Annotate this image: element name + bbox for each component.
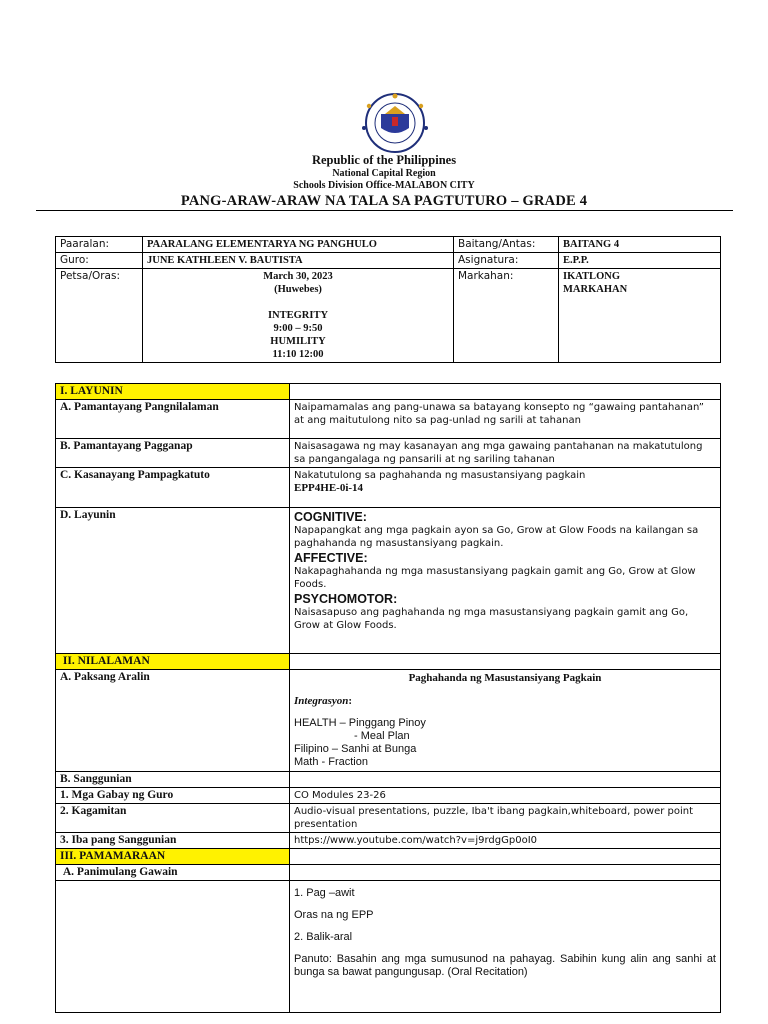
quarter-line-1: IKATLONG bbox=[563, 271, 620, 282]
text-kagamitan: Audio-visual presentations, puzzle, Iba't ibang pagkain,whiteboard, power point presentation bbox=[290, 804, 721, 833]
text-kasanayan: Nakatutulong sa paghahanda ng masustansiyang pagkain bbox=[294, 470, 586, 481]
kasanayan-cell bbox=[290, 468, 721, 508]
school-label: Paaralan: bbox=[56, 237, 143, 253]
section-nilalaman bbox=[56, 654, 290, 670]
label-gabay: 1. Mga Gabay ng Guro bbox=[56, 788, 290, 804]
label-kasanayan: C. Kasanayang Pampagkatuto bbox=[56, 468, 290, 508]
subject-value: E.P.P. bbox=[559, 253, 721, 269]
cognitive-text: Napapangkat ang mga pagkain ayon sa Go, Grow at Glow Foods na kailangan sa paghahanda ng masustansiyang pagkain. bbox=[294, 525, 699, 549]
label-panimula-text: A. Panimulang Gawain bbox=[62, 866, 178, 878]
teacher-value: JUNE KATHLEEN V. BAUTISTA bbox=[143, 253, 454, 269]
deped-seal-logo bbox=[347, 92, 443, 154]
date-time-cell bbox=[143, 269, 454, 363]
integ-filipino: Filipino – Sanhi at Bunga bbox=[294, 743, 417, 755]
teacher-label: Guro: bbox=[56, 253, 143, 269]
paksa-title: Paghahanda ng Masustansiyang Pagkain bbox=[408, 672, 602, 684]
label-pangnilalaman: A. Pamantayang Pangnilalaman bbox=[56, 400, 290, 439]
header-divider bbox=[36, 210, 733, 211]
text-gabay: CO Modules 23-26 bbox=[290, 788, 721, 804]
section-nilalaman-label: II. NILALAMAN bbox=[62, 655, 150, 667]
label-sanggunian: B. Sanggunian bbox=[56, 772, 290, 788]
step-pag-awit: 1. Pag –awit bbox=[294, 887, 355, 899]
label-paksa: A. Paksang Aralin bbox=[56, 670, 290, 772]
subject-label: Asignatura: bbox=[454, 253, 559, 269]
psychomotor-heading: PSYCHOMOTOR: bbox=[294, 592, 398, 606]
grade-value: BAITANG 4 bbox=[559, 237, 721, 253]
quarter-line-2: MARKAHAN bbox=[563, 284, 628, 295]
quarter-label: Markahan: bbox=[454, 269, 559, 363]
text-pangnilalaman: Naipamamalas ang pang-unawa sa batayang konsepto ng “gawaing pantahanan” at ang maitutulong nito sa pag-unlad ng sarili at tahanan bbox=[290, 400, 721, 439]
panuto-text: Panuto: Basahin ang mga sumusunod na pahayag. Sabihin kung alin ang sanhi at bunga sa bawat pangungusap. (Oral Recitation) bbox=[294, 953, 716, 978]
day-value: (Huwebes) bbox=[274, 284, 322, 295]
paksa-cell bbox=[290, 670, 721, 772]
label-pagganap: B. Pamantayang Pagganap bbox=[56, 439, 290, 468]
time-1: 9:00 – 9:50 bbox=[273, 323, 323, 334]
cognitive-heading: COGNITIVE: bbox=[294, 510, 367, 524]
date-label: Petsa/Oras: bbox=[56, 269, 143, 363]
integ-math: Math - Fraction bbox=[294, 756, 368, 768]
section-pamamaraan: III. PAMAMARAAN bbox=[56, 849, 290, 865]
school-value: PAARALANG ELEMENTARYA NG PANGHULO bbox=[143, 237, 454, 253]
page-title: PANG-ARAW-ARAW NA TALA SA PAGTUTURO – GRADE 4 bbox=[180, 193, 588, 209]
time-2: 11:10 12:00 bbox=[272, 349, 324, 360]
header-region: National Capital Region bbox=[332, 168, 436, 179]
header-division: Schools Division Office-MALABON CITY bbox=[293, 180, 475, 191]
psychomotor-text: Naisasapuso ang paghahanda ng mga masustansiyang pagkain gamit ang Go, Grow at Glow Foods. bbox=[294, 607, 689, 631]
label-panimula bbox=[56, 865, 290, 881]
affective-text: Nakapaghahanda ng mga masustansiyang pagkain gamit ang Go, Grow at Glow Foods. bbox=[294, 566, 696, 590]
quarter-value bbox=[559, 269, 721, 363]
section-1: INTEGRITY bbox=[267, 310, 329, 321]
info-table bbox=[55, 236, 721, 363]
date-value: March 30, 2023 bbox=[263, 271, 333, 282]
label-layunin: D. Layunin bbox=[56, 508, 290, 654]
song-title: Oras na ng EPP bbox=[294, 909, 374, 921]
integrasyon-word: Integrasyon bbox=[294, 695, 349, 707]
lesson-plan-table bbox=[55, 383, 721, 1013]
panimula-cell bbox=[290, 881, 721, 1013]
reference-link[interactable]: https://www.youtube.com/watch?v=j9rdgGp0oI0 bbox=[290, 833, 721, 849]
competency-code: EPP4HE-0i-14 bbox=[294, 482, 364, 494]
integ-mealplan: - Meal Plan bbox=[354, 730, 410, 742]
section-layunin: I. LAYUNIN bbox=[56, 384, 290, 400]
label-kagamitan: 2. Kagamitan bbox=[56, 804, 290, 833]
text-pagganap: Naisasagawa ng may kasanayan ang mga gawaing pantahanan na makatutulong sa pangangalaga ng pansarili at ng sariling tahanan bbox=[290, 439, 721, 468]
header-republic: Republic of the Philippines bbox=[311, 153, 457, 167]
grade-label: Baitang/Antas: bbox=[454, 237, 559, 253]
step-balik-aral: 2. Balik-aral bbox=[294, 931, 353, 943]
integ-health: HEALTH – Pinggang Pinoy bbox=[294, 717, 426, 729]
affective-heading: AFFECTIVE: bbox=[294, 551, 368, 565]
integrasyon-label bbox=[294, 695, 716, 708]
layunin-cell bbox=[290, 508, 721, 654]
label-iba-sanggunian: 3. Iba pang Sanggunian bbox=[56, 833, 290, 849]
integrasyon-colon: : bbox=[348, 695, 353, 707]
section-2: HUMILITY bbox=[270, 336, 326, 347]
